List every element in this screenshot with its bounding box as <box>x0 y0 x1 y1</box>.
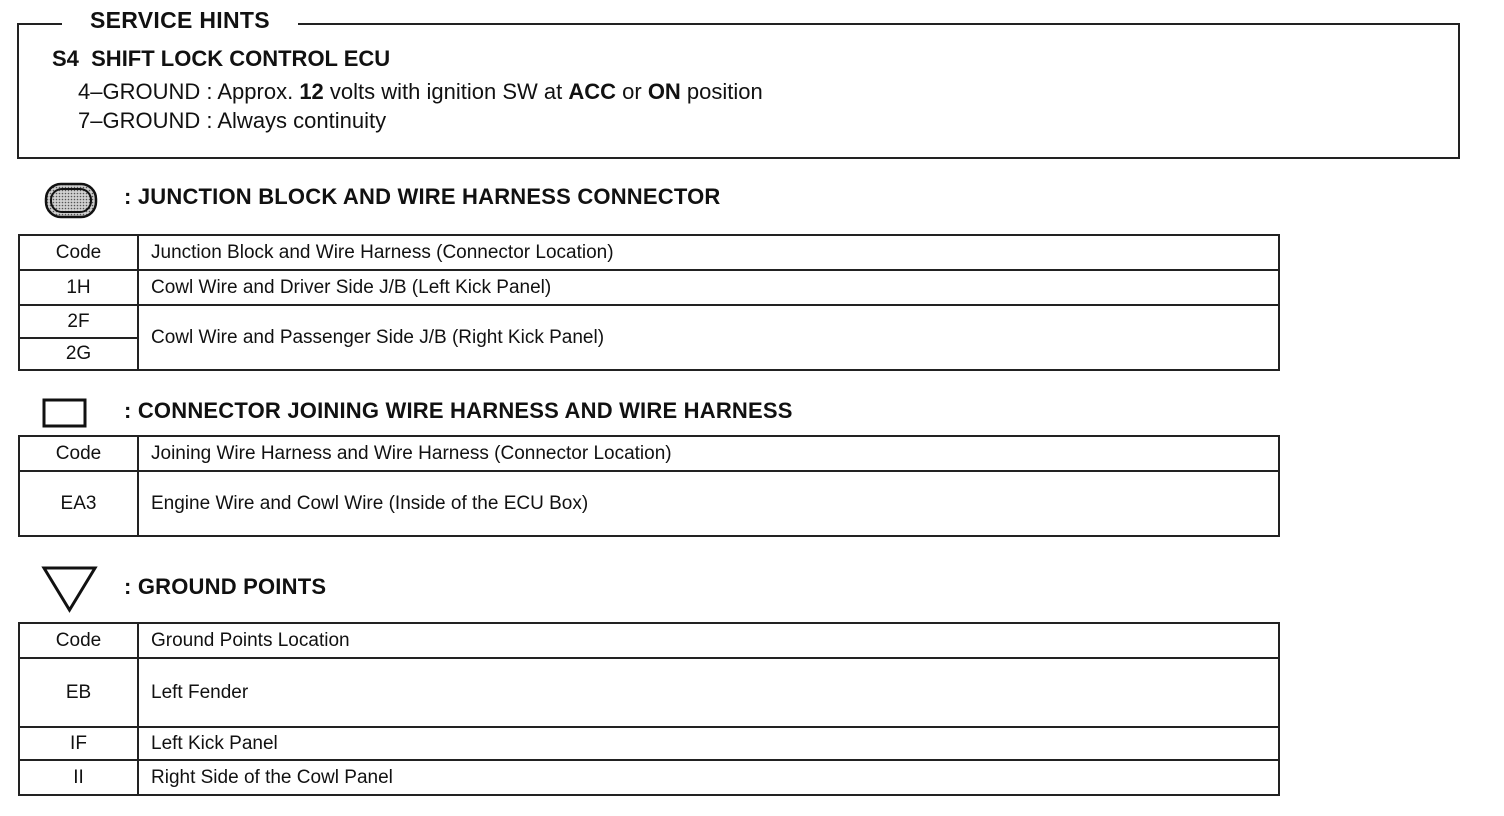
junction-block-icon <box>43 180 99 220</box>
desc-cell: Engine Wire and Cowl Wire (Inside of the ECU Box) <box>138 471 1279 536</box>
table-row <box>19 305 1279 338</box>
desc-header: Junction Block and Wire Harness (Connector Location) <box>138 235 1279 270</box>
desc-cell: Left Fender <box>138 658 1279 727</box>
table-header-row <box>19 436 1279 471</box>
desc-header: Ground Points Location <box>138 623 1279 658</box>
hint-volts: 12 <box>299 79 324 104</box>
connector-box-icon <box>41 396 89 430</box>
code-cell: II <box>19 760 138 795</box>
code-header: Code <box>19 623 138 658</box>
table-row <box>19 471 1279 536</box>
joining-connector-table <box>18 435 1280 537</box>
junction-block-heading: : JUNCTION BLOCK AND WIRE HARNESS CONNECTOR <box>124 184 721 209</box>
code-cell: 2G <box>19 338 138 370</box>
code-cell: 2F <box>19 305 138 338</box>
hint-acc: ACC <box>568 79 617 104</box>
table-row <box>19 658 1279 727</box>
hint-text: or <box>616 79 648 104</box>
code-cell: EA3 <box>19 471 138 536</box>
code-header: Code <box>19 235 138 270</box>
desc-cell: Right Side of the Cowl Panel <box>138 760 1279 795</box>
hint-on: ON <box>647 79 681 104</box>
hint-text: volts with ignition SW at <box>323 79 569 104</box>
desc-cell: Cowl Wire and Driver Side J/B (Left Kick Panel) <box>138 270 1279 305</box>
hint-text: position <box>680 79 763 104</box>
ground-points-heading: : GROUND POINTS <box>124 574 327 599</box>
code-header: Code <box>19 436 138 471</box>
code-cell: EB <box>19 658 138 727</box>
table-row <box>19 270 1279 305</box>
desc-header: Joining Wire Harness and Wire Harness (Connector Location) <box>138 436 1279 471</box>
joining-connector-heading: : CONNECTOR JOINING WIRE HARNESS AND WIRE HARNESS <box>124 398 793 423</box>
table-header-row <box>19 235 1279 270</box>
desc-cell: Left Kick Panel <box>138 727 1279 760</box>
service-hints-legend: SERVICE HINTS <box>62 7 298 34</box>
code-cell: 1H <box>19 270 138 305</box>
ground-points-table <box>18 622 1280 796</box>
code-cell: IF <box>19 727 138 760</box>
table-row <box>19 760 1279 795</box>
hint-text: 4–GROUND : Approx. <box>78 79 300 104</box>
hint-line-7-ground: 7–GROUND : Always continuity <box>78 108 387 133</box>
table-row <box>19 727 1279 760</box>
table-header-row <box>19 623 1279 658</box>
junction-block-table <box>18 234 1280 371</box>
hint-line-4-ground <box>78 79 763 105</box>
service-hints-title: S4 SHIFT LOCK CONTROL ECU <box>52 46 391 71</box>
ground-triangle-icon <box>40 563 100 615</box>
desc-cell: Cowl Wire and Passenger Side J/B (Right Kick Panel) <box>138 305 1279 370</box>
